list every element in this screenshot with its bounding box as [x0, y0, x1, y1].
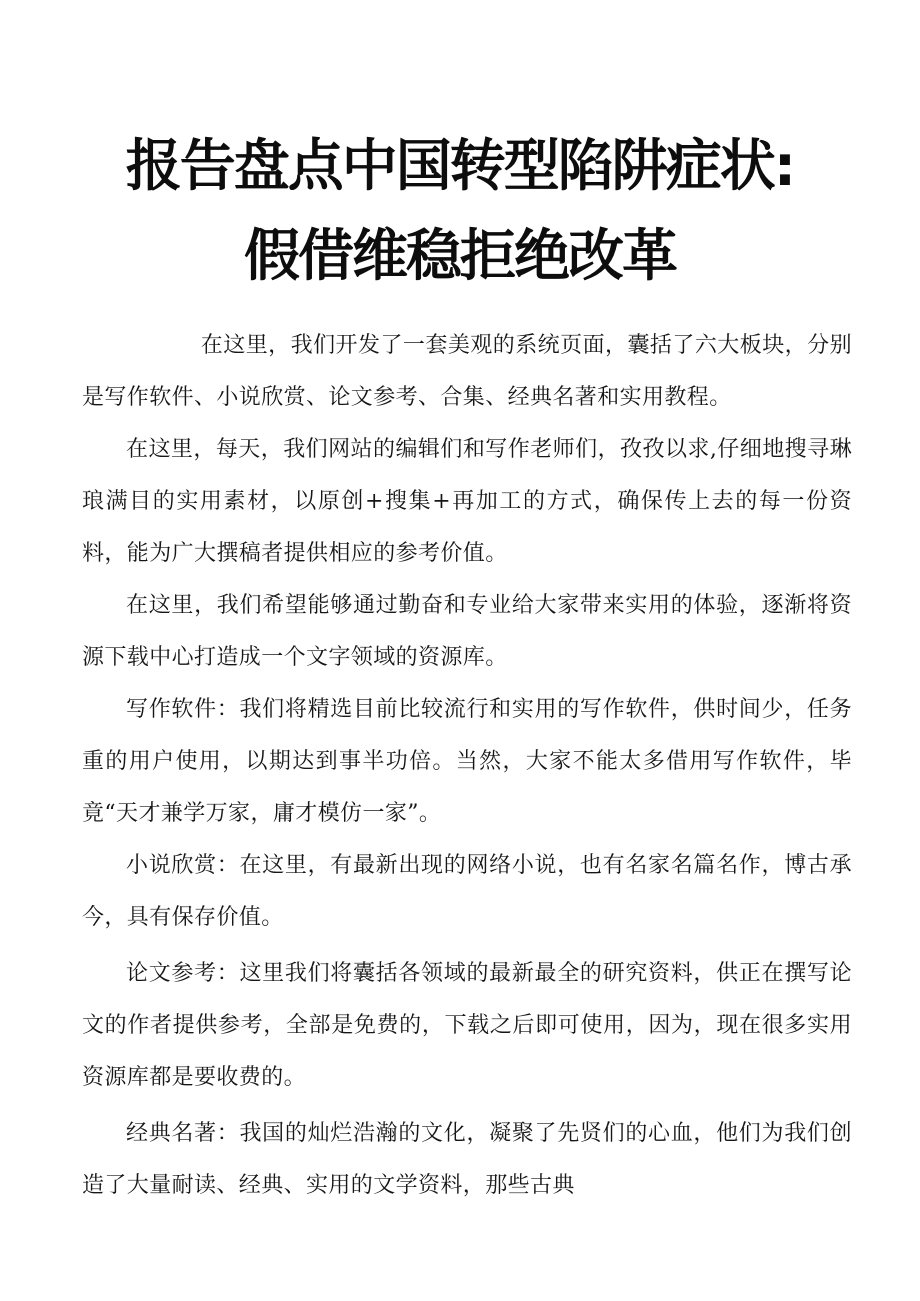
paragraph-goal: 在这里，我们希望能够通过勤奋和专业给大家带来实用的体验，逐渐将资源下载中心打造成一个文字领域的资源库。	[82, 593, 852, 670]
paragraph-intro: 在这里，我们开发了一套美观的系统页面，囊括了六大板块，分别是写作软件、小说欣赏、论文参考、合集、经典名著和实用教程。	[82, 333, 852, 410]
paragraph-papers: 论文参考：这里我们将囊括各领域的最新最全的研究资料，供正在撰写论文的作者提供参考，全部是免费的，下载之后即可使用，因为，现在很多实用资源库都是要收费的。	[82, 961, 852, 1090]
document-title-line-1: 报告盘点中国转型陷阱症状:	[125, 134, 795, 199]
paragraph-editors: 在这里，每天，我们网站的编辑们和写作老师们，孜孜以求,仔细地搜寻琳琅满目的实用素材，以原创+搜集+再加工的方式，确保传上去的每一份资料，能为广大撰稿者提供相应的参考价值。	[82, 437, 852, 566]
paragraph-classics: 经典名著：我国的灿烂浩瀚的文化，凝聚了先贤们的心血，他们为我们创造了大量耐读、经典、实用的文学资料，那些古典	[82, 1121, 852, 1198]
document-title-line-2: 假借维稳拒绝改革	[244, 224, 676, 289]
document-body	[82, 320, 852, 1212]
paragraph-novels: 小说欣赏：在这里，有最新出现的网络小说，也有名家名篇名作，博古承今，具有保存价值。	[82, 853, 852, 930]
paragraph-writing-software: 写作软件：我们将精选目前比较流行和实用的写作软件，供时间少，任务重的用户使用，以期达到事半功倍。当然，大家不能太多借用写作软件，毕竟“天才兼学万家，庸才模仿一家”。	[82, 697, 852, 826]
